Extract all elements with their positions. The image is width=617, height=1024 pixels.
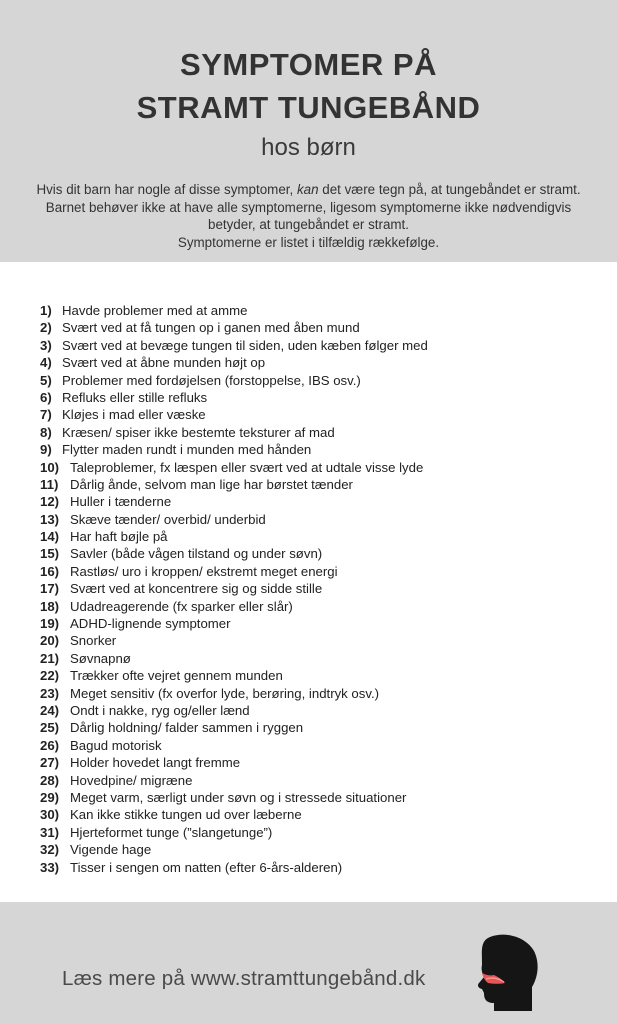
intro-part-1: Hvis dit barn har nogle af disse symptomer,: [36, 182, 297, 197]
symptom-number: 24): [40, 702, 60, 718]
symptom-number: 13): [40, 511, 60, 527]
symptom-number: 10): [40, 459, 60, 475]
symptom-text: Ondt i nakke, ryg og/eller lænd: [70, 702, 250, 718]
symptom-number: 23): [40, 685, 60, 701]
intro-emphasis: kan: [296, 182, 319, 197]
symptom-text: Hjerteformet tunge (”slangetunge”): [70, 824, 273, 840]
symptom-item: [40, 685, 600, 702]
symptom-item: [40, 772, 600, 789]
subtitle: hos børn: [261, 134, 356, 161]
symptom-item: [40, 754, 600, 771]
symptom-text: Kan ikke stikke tungen ud over læberne: [70, 807, 302, 823]
header-band: [0, 0, 617, 262]
symptom-number: 27): [40, 755, 60, 771]
symptom-number: 33): [40, 859, 60, 875]
symptom-number: 1): [40, 303, 52, 318]
symptom-item: [40, 354, 600, 371]
symptom-number: 31): [40, 824, 60, 840]
intro-part-2: det være tegn på, at tungebåndet er stramt. Barnet behøver ikke at have alle symptomerne, ligesom symptomerne ikke nødvendigvis betyder, at tungebåndet er stramt.: [45, 182, 581, 232]
symptom-number: 25): [40, 720, 60, 736]
symptom-item: [40, 476, 600, 493]
symptom-number: 4): [40, 355, 52, 371]
symptom-number: 3): [40, 337, 52, 353]
symptom-text: Trækker ofte vejret gennem munden: [70, 668, 283, 684]
symptom-item: [40, 459, 600, 476]
symptom-item: [40, 598, 600, 615]
symptom-item: [40, 789, 600, 806]
symptom-number: 2): [40, 320, 52, 336]
symptom-number: 20): [40, 633, 60, 649]
symptom-text: Svært ved at koncentrere sig og sidde stille: [70, 581, 323, 597]
symptom-text: Hovedpine/ migræne: [70, 772, 193, 788]
symptom-text: Holder hovedet langt fremme: [70, 755, 241, 771]
title-line-2: STRAMT TUNGEBÅND: [136, 90, 481, 125]
symptom-text: Kræsen/ spiser ikke bestemte teksturer af mad: [62, 424, 335, 440]
symptom-item: [40, 719, 600, 736]
symptom-text: Vigende hage: [70, 842, 152, 858]
symptom-number: 29): [40, 789, 60, 805]
symptom-text: Savler (både vågen tilstand og under søvn): [70, 546, 323, 562]
symptom-number: 28): [40, 772, 60, 788]
symptom-text: Havde problemer med at amme: [62, 303, 248, 318]
head-profile-icon: [472, 933, 542, 1011]
symptom-item: [40, 511, 600, 528]
symptom-text: Dårlig ånde, selvom man lige har børstet tænder: [70, 476, 353, 492]
symptom-text: Skæve tænder/ overbid/ underbid: [70, 511, 266, 527]
symptom-list: [40, 302, 600, 876]
symptom-item: [40, 389, 600, 406]
symptom-number: 17): [40, 581, 60, 597]
symptom-item: [40, 667, 600, 684]
symptom-number: 22): [40, 668, 60, 684]
symptom-item: [40, 372, 600, 389]
symptom-number: 9): [40, 442, 52, 458]
symptom-number: 19): [40, 616, 60, 632]
symptom-text: Har haft bøjle på: [70, 529, 168, 545]
symptom-item: [40, 406, 600, 423]
symptom-number: 32): [40, 842, 60, 858]
symptom-text: Svært ved at åbne munden højt op: [62, 355, 266, 371]
intro-paragraph: [30, 181, 587, 251]
symptom-text: Meget varm, særligt under søvn og i stressede situationer: [70, 789, 407, 805]
symptom-text: Kløjes i mad eller væske: [62, 407, 206, 423]
symptom-text: Bagud motorisk: [70, 737, 162, 753]
symptom-number: 5): [40, 372, 52, 388]
symptom-item: [40, 859, 600, 876]
symptom-item: [40, 632, 600, 649]
symptom-number: 7): [40, 407, 52, 423]
symptom-text: Snorker: [70, 633, 117, 649]
intro-part-3: Symptomerne er listet i tilfældig rækkefølge.: [177, 234, 440, 250]
website-link[interactable]: Læs mere på www.stramttungebånd.dk: [62, 967, 426, 990]
symptom-number: 26): [40, 737, 60, 753]
symptom-text: Meget sensitiv (fx overfor lyde, berøring, indtryk osv.): [70, 685, 380, 701]
symptom-item: [40, 615, 600, 632]
symptom-item: [40, 441, 600, 458]
symptom-text: Refluks eller stille refluks: [62, 389, 208, 405]
symptom-item: [40, 824, 600, 841]
symptom-item: [40, 528, 600, 545]
symptom-number: 12): [40, 494, 60, 510]
symptom-text: Svært ved at få tungen op i ganen med åben mund: [62, 320, 360, 336]
symptom-item: [40, 563, 600, 580]
symptom-item: [40, 737, 600, 754]
symptom-item: [40, 424, 600, 441]
symptom-text: Tisser i sengen om natten (efter 6-års-alderen): [70, 859, 343, 875]
symptom-item: [40, 841, 600, 858]
symptom-text: Udadreagerende (fx sparker eller slår): [70, 598, 293, 614]
title-line-1: SYMPTOMER PÅ: [180, 47, 437, 82]
symptom-number: 15): [40, 546, 60, 562]
symptom-text: ADHD-lignende symptomer: [70, 616, 231, 632]
symptom-text: Flytter maden rundt i munden med hånden: [62, 442, 312, 458]
symptom-item: [40, 702, 600, 719]
symptom-item: [40, 493, 600, 510]
symptom-number: 30): [40, 807, 60, 823]
symptom-item: [40, 806, 600, 823]
symptom-text: Dårlig holdning/ falder sammen i ryggen: [70, 720, 304, 736]
symptom-item: [40, 319, 600, 336]
symptom-item: [40, 650, 600, 667]
symptom-text: Taleproblemer, fx læspen eller svært ved at udtale visse lyde: [70, 459, 424, 475]
symptom-number: 14): [40, 529, 60, 545]
symptom-number: 11): [40, 476, 59, 492]
symptom-number: 21): [40, 650, 60, 666]
symptom-item: [40, 545, 600, 562]
symptom-item: [40, 302, 600, 319]
symptom-number: 18): [40, 598, 60, 614]
symptom-number: 16): [40, 563, 60, 579]
symptom-text: Rastløs/ uro i kroppen/ ekstremt meget energi: [70, 563, 338, 579]
symptom-text: Svært ved at bevæge tungen til siden, uden kæben følger med: [62, 337, 428, 353]
symptom-text: Søvnapnø: [70, 650, 131, 666]
symptom-item: [40, 580, 600, 597]
symptom-number: 8): [40, 424, 52, 440]
symptom-text: Huller i tænderne: [70, 494, 172, 510]
symptom-item: [40, 337, 600, 354]
symptom-number: 6): [40, 389, 52, 405]
symptom-text: Problemer med fordøjelsen (forstoppelse, IBS osv.): [62, 372, 361, 388]
